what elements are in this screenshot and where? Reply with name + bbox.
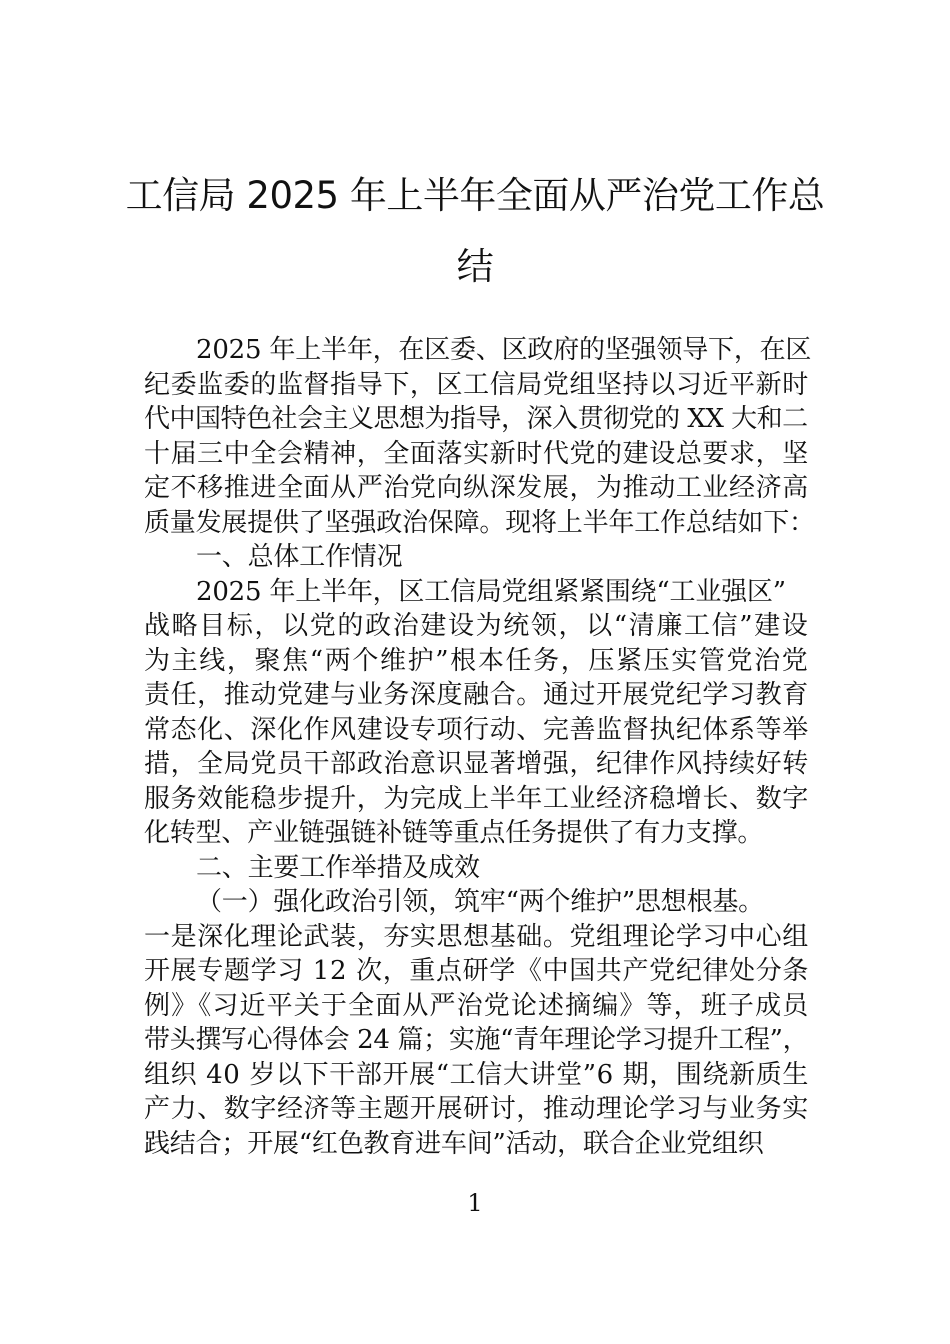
- paragraph-line: 产力、数字经济等主题开展研讨，推动理论学习与业务实: [144, 1094, 809, 1124]
- paragraph-line: 常态化、深化作风建设专项行动、完善监督执纪体系等举: [144, 714, 809, 745]
- paragraph-line: 开展专题学习 12 次，重点研学《中国共产党纪律处分条: [144, 956, 810, 986]
- section-heading: 一、总体工作情况: [196, 542, 403, 572]
- paragraph-line: 措，全局党员干部政治意识显著增强，纪律作风持续好转: [144, 749, 809, 779]
- paragraph-line: 2025 年上半年，区工信局党组紧紧围绕“工业强区”: [196, 576, 786, 607]
- paragraph-line: 十届三中全会精神，全面落实新时代党的建设总要求，坚: [144, 438, 809, 469]
- subsection-heading: （一）强化政治引领，筑牢“两个维护”思想根基。: [196, 887, 764, 917]
- paragraph-line: 一是深化理论武装，夯实思想基础。党组理论学习中心组: [144, 921, 809, 952]
- document-title-line-1: 工信局 2025 年上半年全面从严治党工作总: [125, 174, 825, 217]
- paragraph-line: 为主线，聚焦“两个维护”根本任务，压紧压实管党治党: [144, 645, 810, 676]
- document-body: [144, 333, 815, 1161]
- paragraph-line: 代中国特色社会主义思想为指导，深入贯彻党的 XX 大和二: [144, 404, 808, 434]
- paragraph-line: 例》《习近平关于全面从严治党论述摘编》等，班子成员: [144, 990, 810, 1021]
- paragraph-line: 组织 40 岁以下干部开展“工信大讲堂”6 期，围绕新质生: [144, 1059, 810, 1090]
- paragraph-line: 质量发展提供了坚强政治保障。现将上半年工作总结如下：: [144, 507, 815, 538]
- paragraph-line: 纪委监委的监督指导下，区工信局党组坚持以习近平新时: [144, 369, 809, 400]
- paragraph-line: 化转型、产业链强链补链等重点任务提供了有力支撑。: [144, 818, 764, 848]
- page-number: 1: [467, 1189, 483, 1217]
- paragraph-line: 践结合；开展“红色教育进车间”活动，联合企业党组织: [144, 1128, 764, 1159]
- paragraph-line: 责任，推动党建与业务深度融合。通过开展党纪学习教育: [144, 680, 809, 710]
- paragraph-line: 2025 年上半年，在区委、区政府的坚强领导下，在区: [196, 335, 812, 365]
- paragraph-line: 战略目标，以党的政治建设为统领，以“清廉工信”建设: [144, 611, 810, 641]
- section-heading: 二、主要工作举措及成效: [196, 852, 480, 883]
- paragraph-line: 定不移推进全面从严治党向纵深发展，为推动工业经济高: [144, 473, 809, 503]
- paragraph-line: 带头撰写心得体会 24 篇；实施“青年理论学习提升工程”，: [144, 1025, 809, 1055]
- document-title-line-2: 结: [456, 245, 494, 288]
- paragraph-line: 服务效能稳步提升，为完成上半年工业经济稳增长、数字: [144, 783, 809, 814]
